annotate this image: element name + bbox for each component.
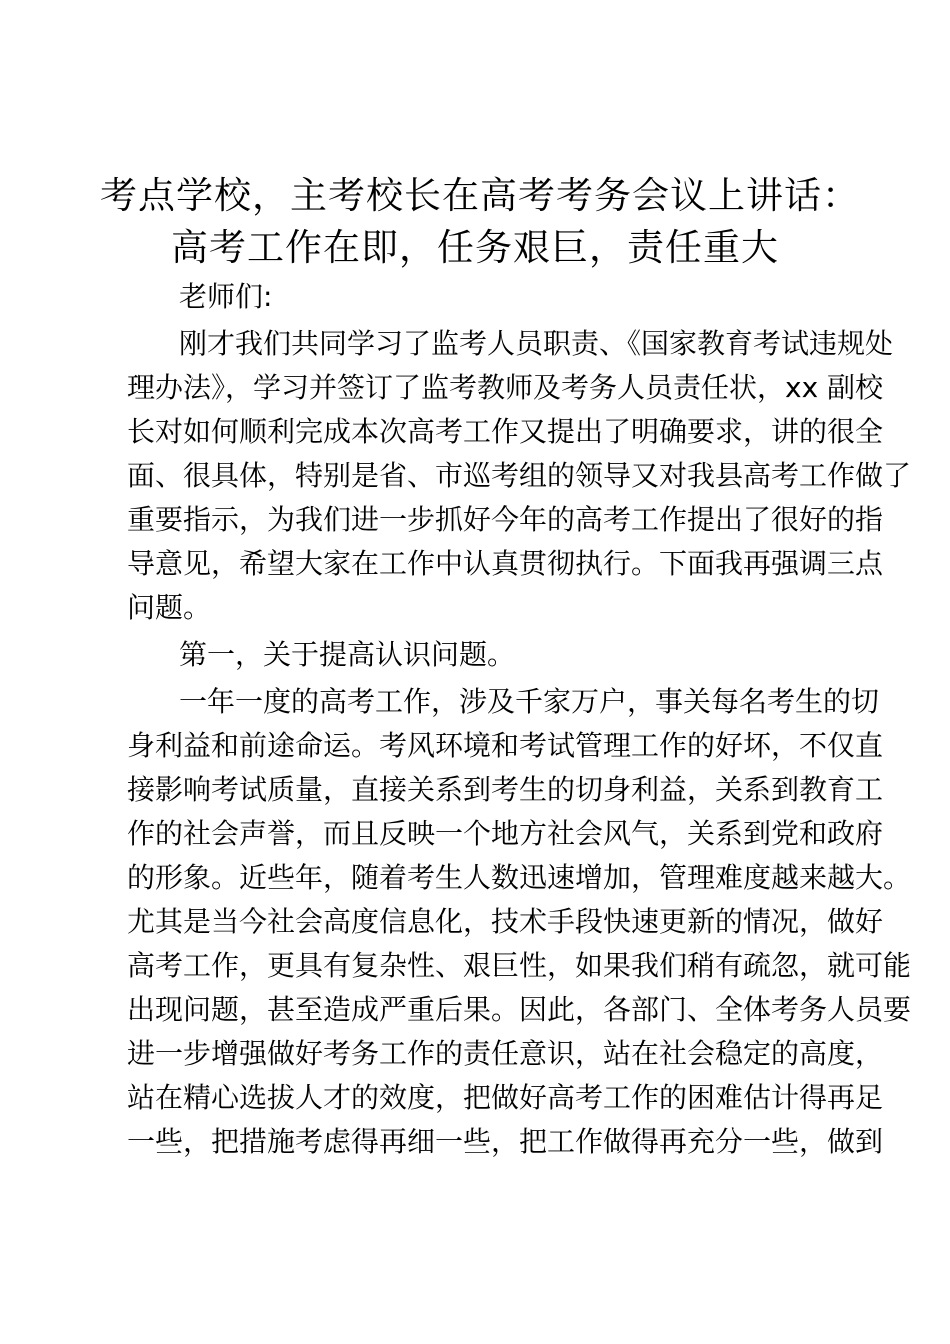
paragraph-line: 站在精心选拔人才的效度，把做好高考工作的困难估计得再足	[127, 1081, 884, 1114]
document-title-line-1: 考点学校，主考校长在高考考务会议上讲话：	[100, 174, 860, 217]
salutation: 老师们:	[179, 280, 273, 313]
paragraph-line: 出现问题，甚至造成严重后果。因此，各部门、全体考务人员要	[127, 993, 912, 1026]
section-heading: 第一，关于提高认识问题。	[179, 638, 516, 671]
paragraph-line: 一年一度的高考工作，涉及千家万户，事关每名考生的切	[179, 685, 880, 718]
paragraph-line: 长对如何顺利完成本次高考工作又提出了明确要求，讲的很全	[127, 415, 884, 448]
paragraph-line: 理办法》，学习并签订了监考教师及考务人员责任状，xx 副校	[127, 371, 884, 404]
paragraph-line: 的形象。近些年，随着考生人数迅速增加，管理难度越来越大。	[127, 861, 912, 894]
paragraph-line: 重要指示，为我们进一步抓好今年的高考工作提出了很好的指	[127, 503, 884, 536]
paragraph-line: 刚才我们共同学习了监考人员职责、《国家教育考试违规处	[179, 327, 894, 360]
document-title-line-2: 高考工作在即，任务艰巨，责任重大	[171, 226, 779, 269]
paragraph-line: 问题。	[127, 591, 212, 624]
paragraph-line: 身利益和前途命运。考风环境和考试管理工作的好坏，不仅直	[127, 729, 884, 762]
paragraph-line: 作的社会声誉，而且反映一个地方社会风气，关系到党和政府	[127, 817, 884, 850]
paragraph-line: 进一步增强做好考务工作的责任意识，站在社会稳定的高度，	[127, 1037, 884, 1070]
paragraph-line: 高考工作，更具有复杂性、艰巨性，如果我们稍有疏忽，就可能	[127, 949, 912, 982]
paragraph-line: 尤其是当今社会高度信息化，技术手段快速更新的情况，做好	[127, 905, 884, 938]
paragraph-line: 接影响考试质量，直接关系到考生的切身利益，关系到教育工	[127, 773, 884, 806]
paragraph-line: 一些，把措施考虑得再细一些，把工作做得再充分一些，做到	[127, 1125, 884, 1158]
paragraph-line: 导意见，希望大家在工作中认真贯彻执行。下面我再强调三点	[127, 547, 884, 580]
paragraph-line: 面、很具体，特别是省、市巡考组的领导又对我县高考工作做了	[127, 459, 912, 492]
